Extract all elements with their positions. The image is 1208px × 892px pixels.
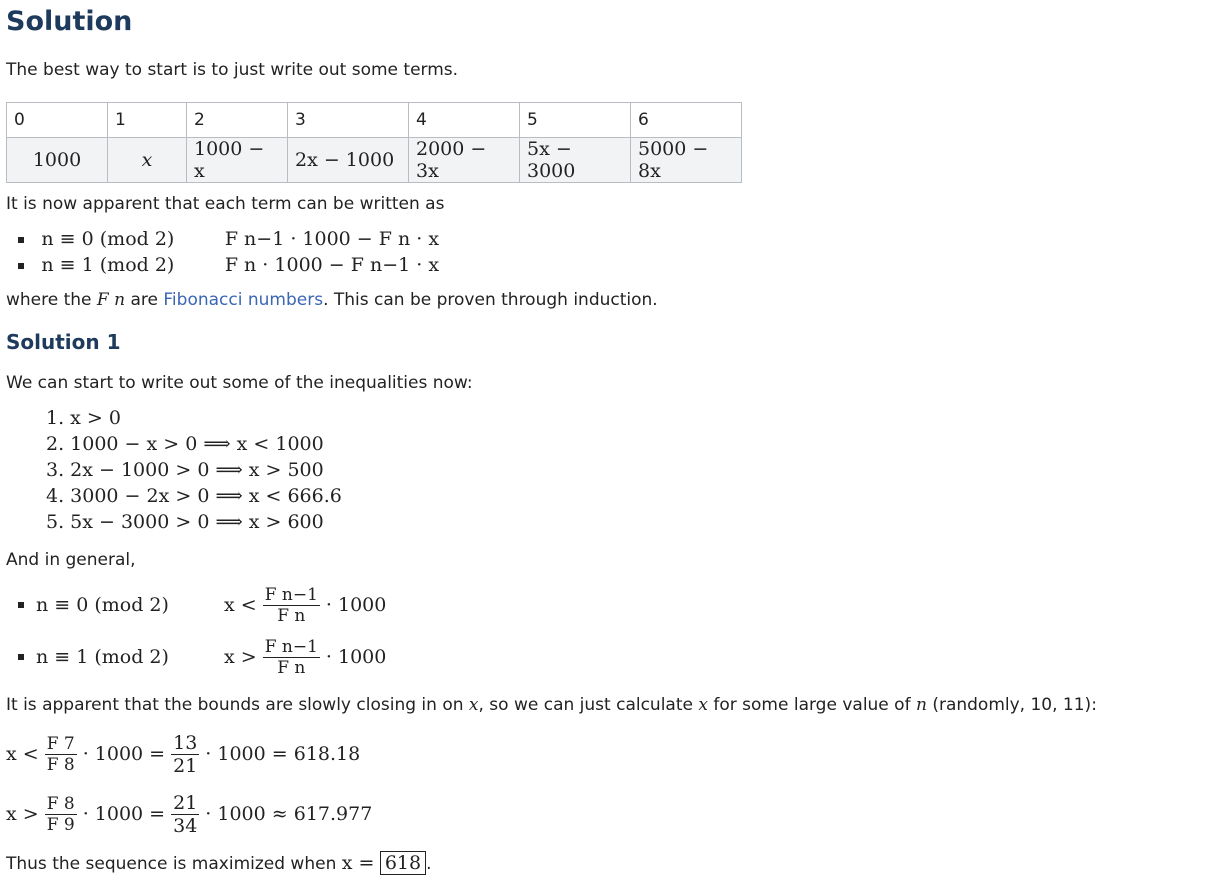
calc-relation: x > [6, 803, 39, 825]
section-subtitle: Solution 1 [6, 330, 121, 354]
calc-fraction [171, 792, 199, 837]
where-fn: F n [96, 290, 126, 310]
fraction-numerator: F n−1 [264, 584, 318, 605]
general-tail: · 1000 [325, 646, 387, 668]
conclusion-equation: x = [341, 852, 375, 874]
case-item [18, 254, 439, 276]
table-value-cell: 2x − 1000 [288, 138, 409, 183]
general-condition: n ≡ 1 (mod 2) [36, 646, 169, 668]
bullet-icon [18, 602, 24, 608]
general-relation: x < [224, 594, 257, 616]
general-fraction [263, 637, 320, 678]
conclusion: Thus the sequence is maximized when x = 618 . [6, 852, 432, 874]
table-value-cell: 1000 [7, 138, 108, 183]
bounds-text-1: It is apparent that the bounds are slowly closing in on [6, 695, 464, 715]
fraction-denominator: 34 [173, 814, 198, 837]
case-condition: n ≡ 1 (mod 2) [41, 254, 175, 276]
fraction-denominator: F n [277, 605, 306, 626]
table-value-cell: x [108, 138, 187, 183]
table-value-cell: 5x − 3000 [520, 138, 631, 183]
calc-tail: · 1000 ≈ 617.977 [205, 803, 373, 825]
inequality-item: 1. x > 0 [46, 407, 121, 429]
fraction-denominator: F 8 [46, 754, 75, 775]
fraction-denominator: F 9 [46, 814, 75, 835]
fibonacci-link[interactable]: Fibonacci numbers [163, 290, 324, 310]
table-header-cell: 3 [288, 103, 409, 138]
table-header-cell: 4 [409, 103, 520, 138]
inequality-item: 2. 1000 − x > 0 ⟹ x < 1000 [46, 433, 324, 455]
table-header-row [7, 103, 742, 138]
intro-text: The best way to start is to just write out some terms. [6, 60, 459, 80]
calc-line [6, 726, 360, 782]
calc-mid: · 1000 = [82, 743, 166, 765]
bounds-text: It is apparent that the bounds are slowly closing in on x, so we can just calculate x for some large value of n (randomly, 10, 11): [6, 695, 1097, 715]
case-expression: F n · 1000 − F n−1 · x [224, 254, 440, 276]
bullet-icon [18, 654, 24, 660]
calc-relation: x < [6, 743, 39, 765]
general-case [18, 580, 386, 630]
case-item [18, 228, 439, 250]
fraction-numerator: F 7 [46, 733, 75, 754]
bullet-icon [18, 237, 24, 243]
fraction-numerator: 13 [173, 731, 198, 754]
case-condition: n ≡ 0 (mod 2) [41, 228, 175, 250]
bounds-text-2: , so we can just calculate [478, 695, 693, 715]
case-expression: F n−1 · 1000 − F n · x [224, 228, 440, 250]
table-header-cell: 2 [187, 103, 288, 138]
fraction-denominator: 21 [173, 754, 198, 777]
table-header-cell: 5 [520, 103, 631, 138]
where-prefix: where the [6, 290, 92, 310]
calc-tail: · 1000 = 618.18 [205, 743, 361, 765]
general-condition: n ≡ 0 (mod 2) [36, 594, 169, 616]
general-case [18, 632, 386, 682]
fraction-numerator: F n−1 [264, 636, 318, 657]
table-value-row [7, 138, 742, 183]
fraction-denominator: F n [277, 657, 306, 678]
bounds-text-4: (randomly, 10, 11): [932, 695, 1097, 715]
table-value-cell: 1000 − x [187, 138, 288, 183]
calc-fraction [45, 734, 77, 775]
calc-fraction [171, 732, 199, 777]
answer-box: 618 [380, 851, 426, 875]
inequality-intro: We can start to write out some of the inequalities now: [6, 373, 473, 393]
apparent-text: It is now apparent that each term can be written as [6, 194, 445, 214]
fraction-numerator: F 8 [46, 793, 75, 814]
inequality-item: 5. 5x − 3000 > 0 ⟹ x > 600 [46, 511, 324, 533]
where-are: are [130, 290, 158, 310]
conclusion-text: Thus the sequence is maximized when [6, 854, 337, 874]
inequality-item: 3. 2x − 1000 > 0 ⟹ x > 500 [46, 459, 324, 481]
inequality-item: 4. 3000 − 2x > 0 ⟹ x < 666.6 [46, 485, 342, 507]
calc-mid: · 1000 = [82, 803, 166, 825]
where-suffix: . This can be proven through induction. [323, 290, 658, 310]
general-fraction [263, 585, 320, 626]
calc-line [6, 786, 372, 842]
general-relation: x > [224, 646, 257, 668]
table-header-cell: 0 [7, 103, 108, 138]
page-title: Solution [6, 6, 133, 37]
general-tail: · 1000 [325, 594, 387, 616]
where-text [6, 290, 658, 310]
general-text: And in general, [6, 550, 136, 570]
sequence-table [6, 102, 742, 183]
bullet-icon [18, 263, 24, 269]
table-header-cell: 1 [108, 103, 187, 138]
table-value-cell: 5000 − 8x [631, 138, 742, 183]
table-header-cell: 6 [631, 103, 742, 138]
calc-fraction [45, 794, 77, 835]
table-value-cell: 2000 − 3x [409, 138, 520, 183]
fraction-numerator: 21 [173, 791, 198, 814]
bounds-text-3: for some large value of [713, 695, 911, 715]
